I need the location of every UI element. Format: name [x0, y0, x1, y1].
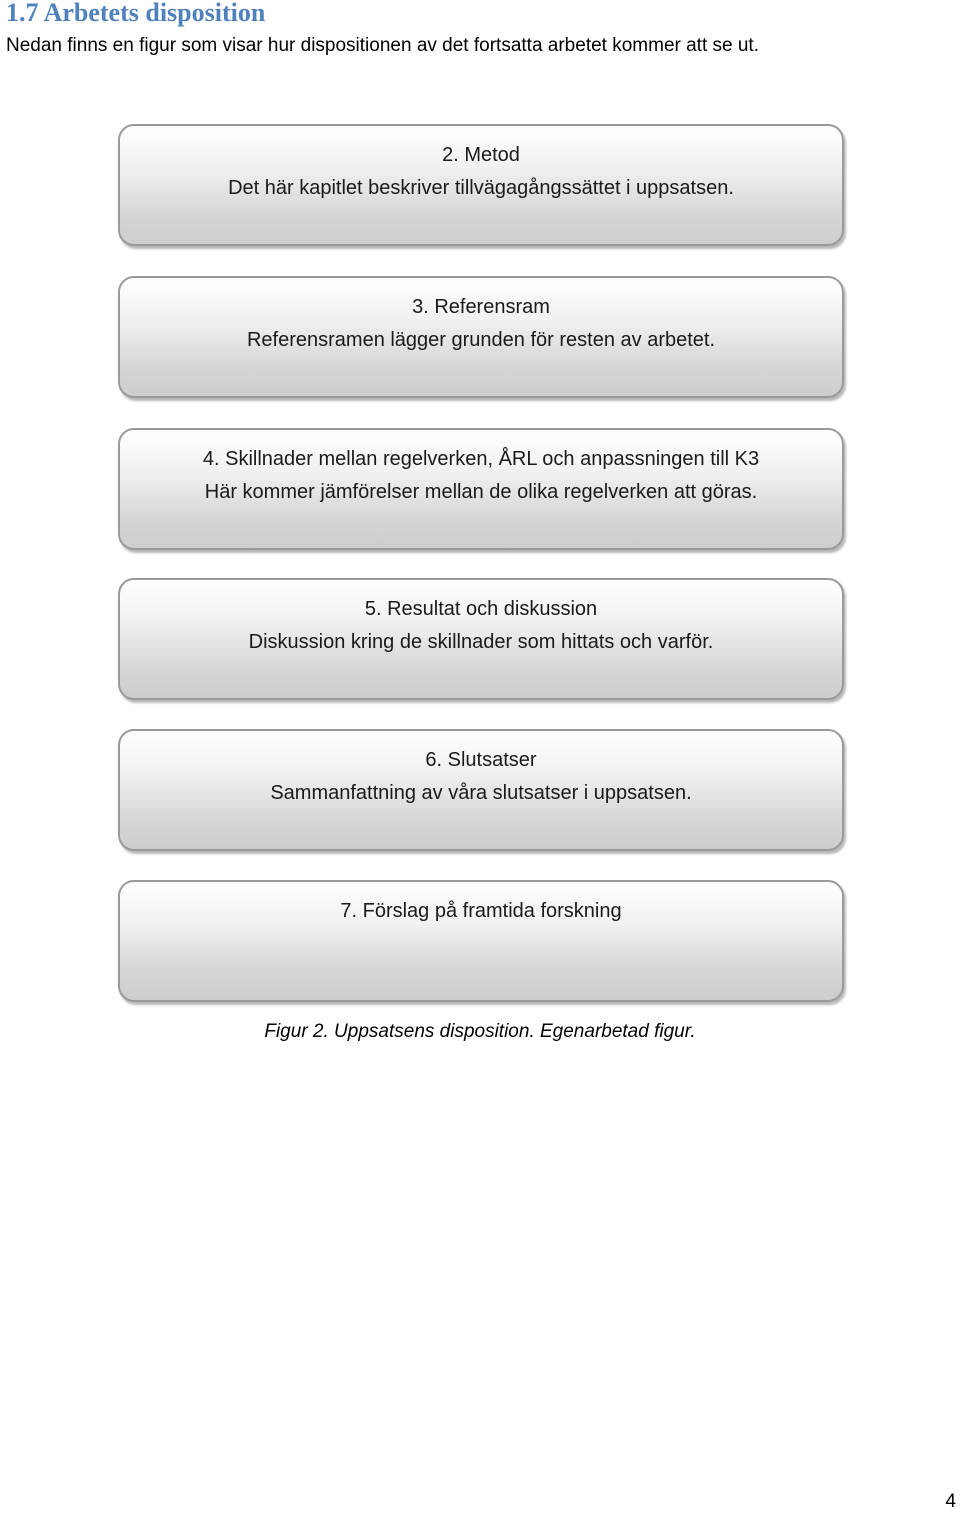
box-title: 4. Skillnader mellan regelverken, ÅRL och anpassningen till K3	[202, 448, 760, 470]
page-number: 4	[945, 1491, 956, 1512]
box-title: 7. Förslag på framtida forskning	[340, 900, 622, 922]
disposition-box-skillnader	[118, 428, 844, 550]
box-title: 2. Metod	[442, 144, 520, 166]
box-title: 5. Resultat och diskussion	[364, 598, 598, 620]
box-description: Här kommer jämförelser mellan de olika regelverken att göras.	[204, 481, 758, 503]
disposition-box-metod	[118, 124, 844, 246]
box-description: Referensramen lägger grunden för resten av arbetet.	[246, 329, 716, 351]
figure-caption: Figur 2. Uppsatsens disposition. Egenarbetad figur.	[264, 1021, 696, 1042]
disposition-box-referensram	[118, 276, 844, 398]
box-description: Det här kapitlet beskriver tillvägagångssättet i uppsatsen.	[228, 177, 734, 199]
section-heading: 1.7 Arbetets disposition	[6, 0, 266, 27]
box-title: 3. Referensram	[412, 296, 550, 318]
disposition-box-framtida-forskning	[118, 880, 844, 1002]
disposition-box-slutsatser	[118, 729, 844, 851]
box-description: Sammanfattning av våra slutsatser i uppsatsen.	[270, 782, 692, 804]
intro-paragraph: Nedan finns en figur som visar hur dispositionen av det fortsatta arbetet kommer att se ut.	[6, 35, 759, 56]
disposition-box-resultat	[118, 578, 844, 700]
box-title: 6. Slutsatser	[425, 749, 537, 771]
box-description: Diskussion kring de skillnader som hittats och varför.	[248, 631, 714, 653]
